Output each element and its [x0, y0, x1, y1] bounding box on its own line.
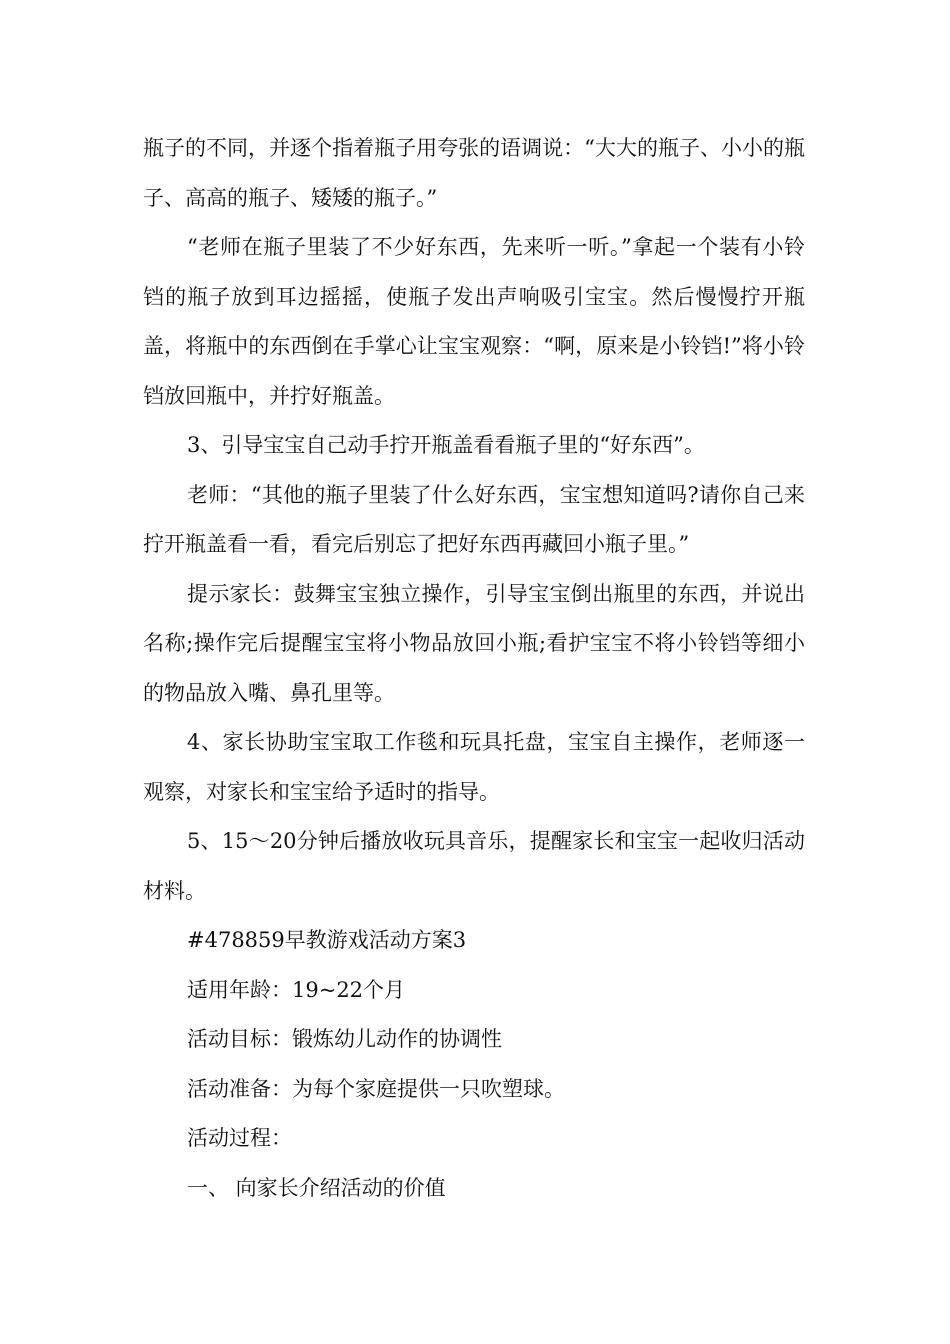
paragraph-teacher-bell: “老师在瓶子里装了不少好东西，先来听一听。”拿起一个装有小铃铛的瓶子放到耳边摇摇，使瓶子发出声响吸引宝宝。然后慢慢拧开瓶盖，将瓶中的东西倒在手掌心让宝宝观察：“啊，原来是小铃铛!”将小铃铛放回瓶中，并拧好瓶盖。 [143, 235, 805, 408]
paragraph-step-3: 3、引导宝宝自己动手拧开瓶盖看看瓶子里的“好东西”。 [187, 433, 705, 457]
paragraph-teacher-prompt: 老师：“其他的瓶子里装了什么好东西，宝宝想知道吗?请你自己来拧开瓶盖看一看，看完后别忘了把好东西再藏回小瓶子里。” [143, 482, 805, 556]
paragraph-parent-tips: 提示家长：鼓舞宝宝独立操作，引导宝宝倒出瓶里的东西，并说出名称;操作完后提醒宝宝将小物品放回小瓶;看护宝宝不将小铃铛等细小的物品放入嘴、鼻孔里等。 [143, 581, 805, 705]
paragraph-step-5: 5、15～20分钟后播放收玩具音乐，提醒家长和宝宝一起收归活动材料。 [143, 829, 805, 903]
paragraph-preparation: 活动准备：为每个家庭提供一只吹塑球。 [187, 1076, 565, 1101]
paragraph-bottle-differences: 瓶子的不同，并逐个指着瓶子用夸张的语调说：“大大的瓶子、小小的瓶子、高高的瓶子、矮矮的瓶子。” [143, 136, 805, 210]
section-title: #478859早教游戏活动方案3 [187, 928, 467, 952]
document-body [143, 124, 805, 1213]
paragraph-process-heading: 活动过程： [187, 1126, 292, 1150]
paragraph-step-4: 4、家长协助宝宝取工作毯和玩具托盘，宝宝自主操作，老师逐一观察，对家长和宝宝给予适时的指导。 [143, 730, 805, 804]
paragraph-process-step-1: 一、 向家长介绍活动的价值 [187, 1175, 446, 1200]
paragraph-age: 适用年龄：19~22个月 [187, 977, 406, 1002]
paragraph-goal: 活动目标：锻炼幼儿动作的协调性 [187, 1027, 502, 1051]
